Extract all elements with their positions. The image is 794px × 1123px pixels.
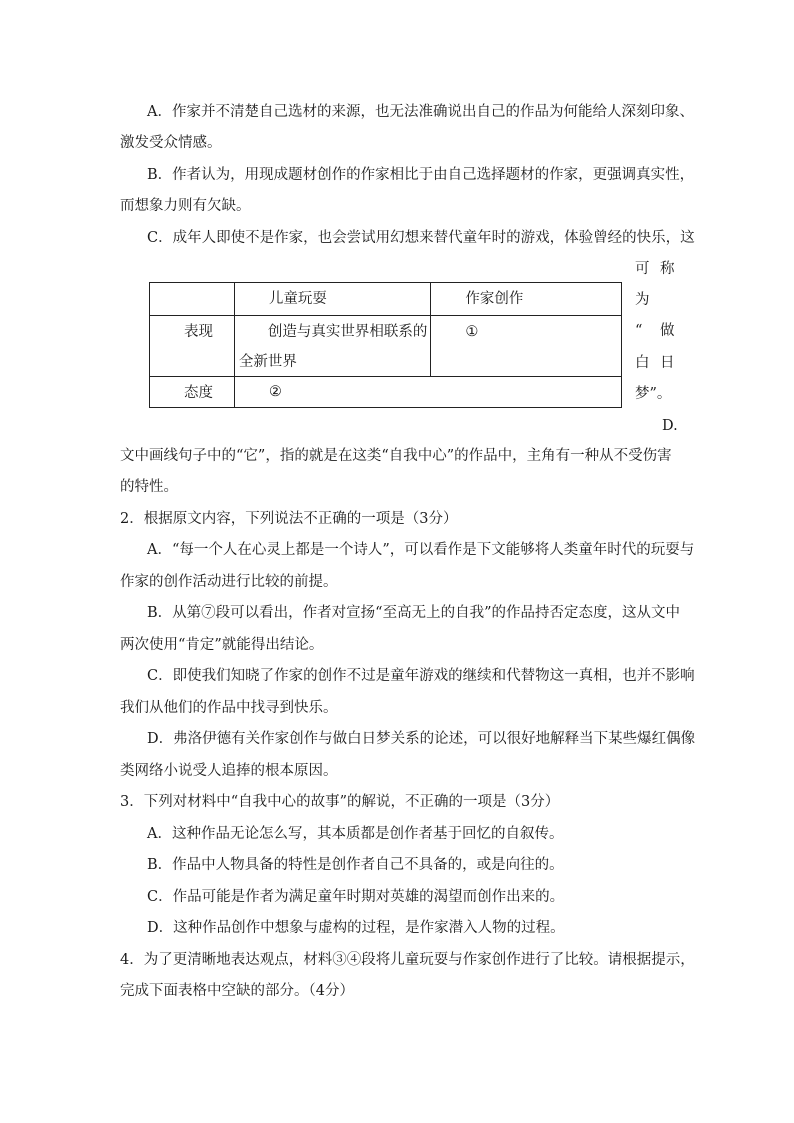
q2-option-b-line1: B．从第⑦段可以看出，作者对宣扬“至高无上的自我”的作品持否定态度，这从文中 bbox=[147, 605, 680, 621]
comparison-table bbox=[149, 282, 622, 408]
q3-option-c: C．作品可能是作者为满足童年时期对英雄的渴望而创作出来的。 bbox=[147, 889, 565, 905]
q1-option-c-wrap-0: 可 bbox=[635, 261, 650, 277]
q3-option-d: D．这种作品创作中想象与虚构的过程，是作家潜入人物的过程。 bbox=[147, 920, 565, 936]
q1-option-c-wrap-3: “ bbox=[635, 323, 643, 339]
q1-option-a-line1: A．作家并不清楚自己选材的来源，也无法准确说出自己的作品为何能给人深刻印象、 bbox=[147, 104, 694, 120]
table-row1-col2: ① bbox=[431, 316, 622, 377]
table-corner-cell bbox=[150, 283, 235, 316]
table-header-row bbox=[150, 283, 622, 316]
table-header-col1: 儿童玩耍 bbox=[234, 283, 431, 316]
q3-option-a: A．这种作品无论怎么写，其本质都是创作者基于回忆的自叙传。 bbox=[147, 826, 564, 842]
q2-stem: 2．根据原文内容，下列说法不正确的一项是（3分） bbox=[120, 511, 458, 527]
q4-stem-line1: 4．为了更清晰地表达观点，材料③④段将儿童玩耍与作家创作进行了比较。请根据提示， bbox=[120, 952, 695, 968]
table-row-behavior bbox=[150, 316, 622, 377]
q2-option-a-line2: 作家的创作活动进行比较的前提。 bbox=[120, 574, 338, 590]
q2-option-c-line2: 我们从他们的作品中找寻到快乐。 bbox=[120, 700, 338, 716]
table-row1-col1: 创造与真实世界相联系的 全新世界 bbox=[234, 316, 431, 377]
table-header-col2: 作家创作 bbox=[431, 283, 622, 316]
q1-option-c-wrap-7: 梦”。 bbox=[635, 386, 672, 402]
q1-option-b-line2: 而想象力则有欠缺。 bbox=[120, 198, 251, 214]
q4-stem-line2: 完成下面表格中空缺的部分。（4分） bbox=[120, 983, 354, 999]
q3-stem: 3．下列对材料中“自我中心的故事”的解说，不正确的一项是（3分） bbox=[120, 794, 560, 810]
q1-option-d-prefix: D. bbox=[662, 418, 678, 434]
table-row2-label: 态度 bbox=[150, 377, 235, 408]
q1-option-c-wrap-4: 做 bbox=[660, 323, 675, 339]
q2-option-b-line2: 两次使用“肯定”就能得出结论。 bbox=[120, 637, 324, 653]
q1-option-c-wrap-5: 白 bbox=[635, 355, 650, 371]
q2-option-d-line2: 类网络小说受人追捧的根本原因。 bbox=[120, 763, 338, 779]
q1-option-c-line1: C．成年人即使不是作家，也会尝试用幻想来替代童年时的游戏，体验曾经的快乐，这 bbox=[147, 230, 695, 246]
q2-option-d-line1: D．弗洛伊德有关作家创作与做白日梦关系的论述，可以很好地解释当下某些爆红偶像 bbox=[147, 731, 696, 747]
q1-option-c-wrap-2: 为 bbox=[635, 292, 650, 308]
q1-option-d-line2: 的特性。 bbox=[120, 479, 178, 495]
table-row2-content: ② bbox=[234, 377, 621, 408]
q3-option-b: B．作品中人物具备的特性是创作者自己不具备的，或是向往的。 bbox=[147, 857, 564, 873]
q2-option-a-line1: A．“每一个人在心灵上都是一个诗人”，可以看作是下文能够将人类童年时代的玩耍与 bbox=[147, 542, 695, 558]
q1-option-c-wrap-1: 称 bbox=[660, 261, 675, 277]
table-row1-label: 表现 bbox=[150, 316, 235, 377]
table-row-attitude bbox=[150, 377, 622, 408]
q2-option-c-line1: C．即使我们知晓了作家的创作不过是童年游戏的继续和代替物这一真相，也并不影响 bbox=[147, 668, 695, 684]
q1-option-a-line2: 激发受众情感。 bbox=[120, 135, 222, 151]
q1-option-b-line1: B．作者认为，用现成题材创作的作家相比于由自己选择题材的作家，更强调真实性， bbox=[147, 167, 695, 183]
q1-option-d-line1: 文中画线句子中的“它”，指的就是在这类“自我中心”的作品中，主角有一种从不受伤害 bbox=[120, 448, 672, 464]
q1-option-c-wrap-6: 日 bbox=[660, 355, 675, 371]
